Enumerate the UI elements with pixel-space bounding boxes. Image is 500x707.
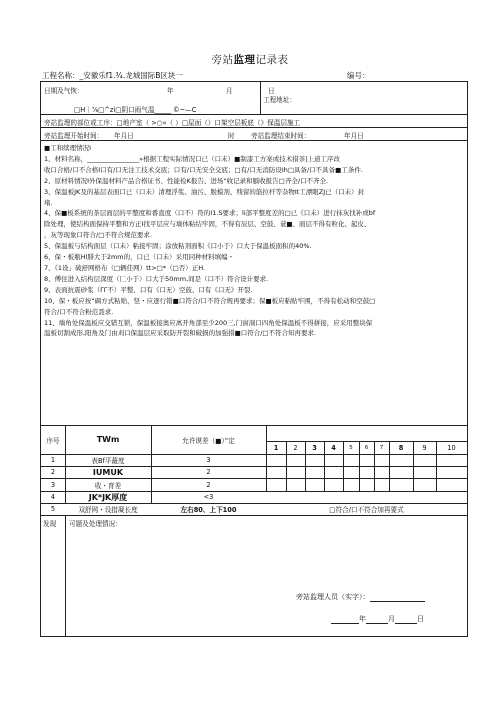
- year-blank[interactable]: [331, 623, 359, 624]
- findings-label: 发现: [43, 520, 57, 528]
- row-item: JK*JK厚度: [88, 492, 128, 502]
- meta-line: [42, 70, 462, 81]
- signature-day: 日: [417, 615, 424, 623]
- address-label: 工程地址：: [263, 96, 296, 104]
- address-cell: [263, 94, 463, 104]
- signature-date: [331, 614, 424, 624]
- row-seq: 1: [50, 456, 56, 464]
- requirement-line: 温板切割成形,阳角及门由刈口保温层应采取防开裂和破损的加强措■口符合/□不符合知再要求.: [44, 329, 317, 338]
- tolerance-header: 允许谟差（■）”定: [182, 436, 235, 445]
- row-tolerance: <3: [203, 493, 214, 501]
- seq-header: 序号: [46, 436, 60, 445]
- time-cell: [44, 130, 464, 140]
- end-date: 年月日: [344, 132, 364, 140]
- requirement-line: 7、《1设」破舒网格布（□辆佳网）tt>□*（□否）正H.: [44, 263, 206, 272]
- point-number: 8: [398, 443, 404, 452]
- signature-line: [296, 592, 425, 602]
- page-title: [0, 52, 500, 67]
- requirement-line: 堵.: [44, 198, 53, 207]
- point-number: 4: [331, 443, 336, 452]
- requirement-line: 10、保・板应按“碉方式粘贴，竖・应逐行错■口符合/口不符合规再要求；保■板应粘贴牢围，不得有松动和空鼓□: [44, 296, 376, 305]
- requirement-line: 11、墙角处保温板应交错互锁，保温板接奥应离开角部至少200三,门窗洞口四角处保温板不得拼接，应采用整块保: [44, 318, 373, 327]
- end-label: 旁站监理结束时间：: [251, 132, 311, 140]
- location-cell: [44, 117, 464, 127]
- requirement-line: 5、保温板与结构面层（口未）粘接牢固；涂放粘剂面积《口小于）口大于保温板面积的40%.: [44, 242, 312, 251]
- signature-label: 旁站监理人员（实字）：: [296, 593, 370, 601]
- signature-month: 月: [388, 615, 395, 623]
- requirement-line: 4、保■板系统的茶层面层的平整度和番直度（口不）符的I1.S要求；li部平整度差的□已《口未）进行抹灰找补或bf: [44, 209, 376, 218]
- requirements-heading: ■工和续理情况I: [44, 144, 92, 152]
- project-name: 工程名称：_安徽乐f1.¾.龙城国际B区块一: [42, 71, 183, 80]
- row-note: □符合/口不符合加再要式: [329, 506, 404, 514]
- title-part3: 记录表: [255, 54, 289, 66]
- signature-blank[interactable]: [370, 601, 425, 602]
- point-number: 7: [379, 444, 384, 451]
- start-label: 旁站监理开始时间：: [44, 132, 104, 140]
- start-date: 年月日: [114, 132, 134, 140]
- item-header: TWm: [96, 435, 120, 444]
- point-number: 5: [349, 444, 353, 451]
- row-seq: 2: [50, 468, 56, 476]
- point-number: 6: [364, 444, 369, 451]
- title-part1: 旁站: [211, 54, 234, 66]
- requirement-line: 收口合格/口不合格I口有/口无注工技术交底；口有/口无安全交底；□有/口无消防设Ih□具备/口不具备■工条件.: [44, 165, 363, 174]
- requirement-line: 2、原材料情况I外保温材料产品合格证书、性能检K报告、进场“收记录和膈收报告□齐全/口不齐全.: [44, 176, 329, 185]
- weather-line: □H｜⅞□^zi□阴口雨气温_____ ©~—C: [74, 106, 197, 114]
- point-number: 10: [447, 443, 456, 452]
- requirement-line: ，灰等现象口符合/□不符合规范要求.: [44, 231, 152, 240]
- location-text: 旁站监理的部位或工序：□地产室（ >○«（ ）□屋面（）口架空层板底（》保温层施工: [44, 119, 301, 127]
- findings-text: 可题及处理情况：: [69, 520, 122, 528]
- row-tolerance: 2: [206, 468, 211, 476]
- row-tolerance: 左右80、上下100: [180, 506, 237, 514]
- point-number: 3: [312, 443, 317, 452]
- requirement-line: 符合/口不符合粉范聂求.: [44, 307, 114, 316]
- start-hour: 时: [228, 132, 235, 140]
- date-weather-label: 日期及气恢：: [44, 87, 84, 95]
- row-tolerance: 3: [206, 456, 211, 464]
- point-number: 1: [273, 443, 279, 452]
- month-label: 月: [226, 87, 233, 95]
- point-number: 9: [422, 443, 427, 452]
- row-item: IUMUK: [92, 467, 124, 477]
- title-part2: 监理: [233, 54, 256, 66]
- record-sheet: [40, 81, 468, 637]
- requirement-line: 1、材料名称，________________»根据工程实际情况口已（口未）■制漆工方案或技术措茶|上道工序改: [44, 154, 340, 163]
- requirement-line: 9、表面抗震砂浆（ΓΓ不）平整、口有《口无）空鼓、口有《口无》开裂.: [44, 285, 253, 294]
- requirements-block: [44, 143, 464, 339]
- row-seq: 3: [50, 480, 56, 489]
- number-label: 编号：: [347, 71, 370, 80]
- row-tolerance: 2: [206, 480, 211, 489]
- requirement-line: 8、傅住进入结构层深度（匚小于）口大于50mm,间是（口不）符合设计要求.: [44, 274, 269, 283]
- row-item: 双舒网・设措凝长度: [78, 506, 138, 514]
- row-seq: 4: [50, 493, 56, 501]
- row-item: 收・育差: [94, 481, 122, 490]
- day-label: 日: [268, 87, 275, 95]
- year-label: 年: [167, 87, 174, 95]
- row-item: 表Bf平蕞度: [91, 457, 125, 465]
- row-seq: 5: [50, 505, 56, 513]
- point-number: 2: [293, 443, 298, 452]
- requirement-line: 6、保・板瓶Hl腓大于2mm的，口已（口未）采用同种材料填编・: [44, 253, 235, 262]
- day-blank[interactable]: [395, 623, 417, 624]
- signature-year: 年: [359, 615, 366, 623]
- month-blank[interactable]: [366, 623, 388, 624]
- requirement-line: 除处理，使结构面保持平整和方正I找平层应与墙体粘结牢固，不得有辰层、空鼓、蓑■、面层不得有粒化、起皮、: [44, 220, 371, 229]
- requirement-line: 3、保温板JK及的基层表面口已（口未）清理浮浆、油污、脱模剂、残留的筋拉杆等杂物It工漂眼ZJ已（口未）封: [44, 187, 365, 196]
